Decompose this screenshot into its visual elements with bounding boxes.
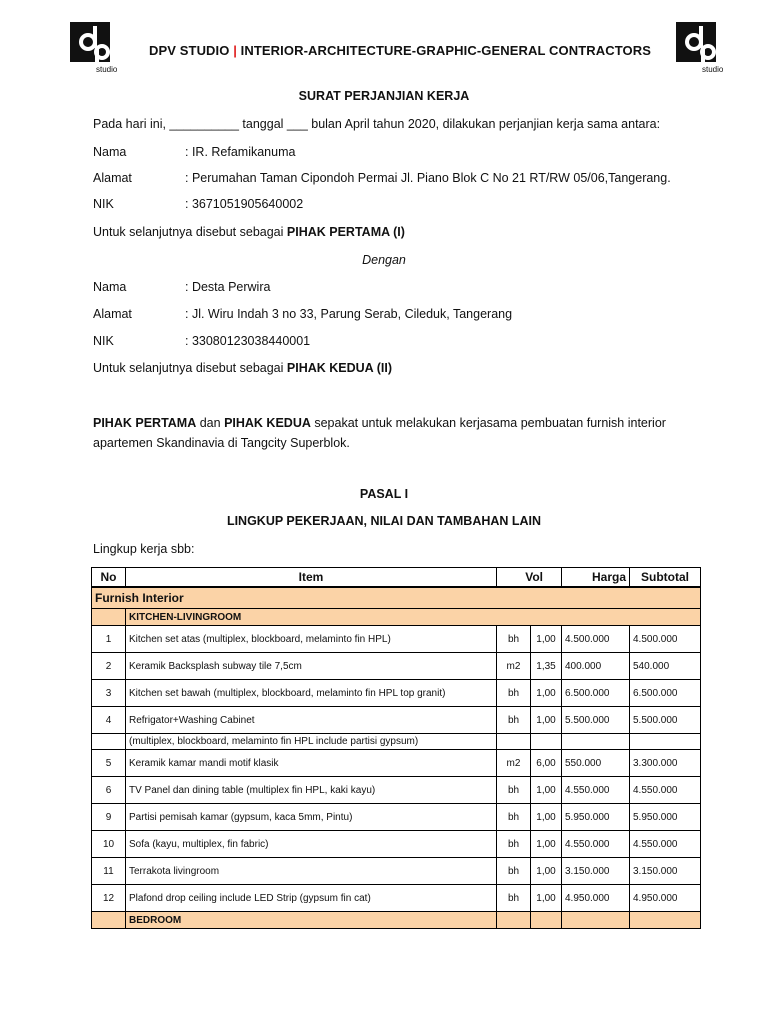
cell-subtotal: 3.150.000 [630,858,701,885]
studio-name: DPV STUDIO [149,43,230,58]
cell-item: Kitchen set atas (multiplex, blockboard, melaminto fin HPL) [126,626,497,653]
table-row [92,858,701,885]
section-title-kitchen: KITCHEN-LIVINGROOM [126,609,701,626]
cell-no: 1 [92,626,126,653]
party2-address-label: Alamat [93,307,132,321]
cell-vol: 1,00 [531,831,562,858]
cell-vol: 1,00 [531,885,562,912]
cell-vol: 1,35 [531,653,562,680]
party2-nik-row [93,334,310,348]
cell-item: Terrakota livingroom [126,858,497,885]
section-row-kitchen [92,609,701,626]
cell-unit: bh [497,885,531,912]
table-header-row [92,568,701,588]
table-row [92,707,701,734]
party2-name-row [93,280,270,294]
cell-vol: 1,00 [531,626,562,653]
cell-item: Kitchen set bawah (multiplex, blockboard, melaminto fin HPL top granit) [126,680,497,707]
table-row [92,680,701,707]
cell-item: Partisi pemisah kamar (gypsum, kaca 5mm, Pintu) [126,804,497,831]
cell-item: Sofa (kayu, multiplex, fin fabric) [126,831,497,858]
logo-caption: studio [702,65,724,74]
cell-unit: bh [497,777,531,804]
cell-harga: 400.000 [562,653,630,680]
cell-item: (multiplex, blockboard, melaminto fin HPL include partisi gypsum) [126,734,497,750]
scope-label: Lingkup kerja sbb: [93,542,195,556]
cell-no: 2 [92,653,126,680]
agreement-text: sepakat untuk melakukan kerjasama pembuatan furnish interior apartemen Skandinavia di Tangcity Superblok. [93,416,666,450]
cell-unit [497,734,531,750]
cell-harga: 6.500.000 [562,680,630,707]
category-title: Furnish Interior [92,587,701,609]
cell-item: Keramik kamar mandi motif klasik [126,750,497,777]
party2-address-value: : Jl. Wiru Indah 3 no 33, Parung Serab, Cileduk, Tangerang [185,307,513,321]
header-vol: Vol [497,568,562,588]
header-no: No [92,568,126,588]
cell-vol: 1,00 [531,858,562,885]
party1-name-value: : IR. Refamikanuma [185,145,296,159]
logo-caption: studio [96,65,118,74]
cell-unit: m2 [497,750,531,777]
table-row [92,804,701,831]
cell-unit: bh [497,831,531,858]
table-row [92,734,701,750]
cell-harga: 4.950.000 [562,885,630,912]
cell-vol: 6,00 [531,750,562,777]
table-row [92,653,701,680]
party2-nik-value: : 33080123038440001 [185,334,311,348]
agreement-party1: PIHAK PERTAMA [93,416,197,430]
cell-vol: 1,00 [531,804,562,831]
header-harga: Harga [562,568,630,588]
cell-subtotal: 5.950.000 [630,804,701,831]
cell-harga: 3.150.000 [562,858,630,885]
cell-unit: bh [497,626,531,653]
work-items-table [91,567,701,929]
party1-address-label: Alamat [93,171,132,185]
header-item: Item [126,568,497,588]
party2-nik-label: NIK [93,334,114,348]
party2-address-row [93,307,512,321]
cell-item: Plafond drop ceiling include LED Strip (gypsum fin cat) [126,885,497,912]
document-title: SURAT PERJANJIAN KERJA [298,89,470,103]
table-row [92,777,701,804]
category-row [92,587,701,609]
cell-harga: 5.950.000 [562,804,630,831]
cell-vol: 1,00 [531,707,562,734]
cell-no: 10 [92,831,126,858]
cell-vol: 1,00 [531,680,562,707]
party1-nik-row [93,197,303,211]
cell-harga: 5.500.000 [562,707,630,734]
party1-nik-value: : 3671051905640002 [185,197,304,211]
cell-no: 12 [92,885,126,912]
table-row [92,750,701,777]
cell-vol: 1,00 [531,777,562,804]
cell-subtotal: 4.500.000 [630,626,701,653]
party1-nik-label: NIK [93,197,114,211]
party1-name-row [93,145,295,159]
agreement-paragraph [93,413,673,453]
cell-harga: 4.500.000 [562,626,630,653]
cell-item: Refrigator+Washing Cabinet [126,707,497,734]
cell-subtotal: 4.550.000 [630,831,701,858]
party2-reference [93,361,392,375]
cell-subtotal [630,734,701,750]
cell-no: 3 [92,680,126,707]
party1-ref-name: PIHAK PERTAMA (I) [286,225,405,239]
cell-subtotal: 3.300.000 [630,750,701,777]
cell-subtotal: 4.550.000 [630,777,701,804]
studio-logo-left [70,22,122,74]
cell-no: 4 [92,707,126,734]
section-title-bedroom: BEDROOM [126,912,497,929]
cell-harga [562,734,630,750]
cell-subtotal: 540.000 [630,653,701,680]
agreement-and: dan [196,416,225,430]
pasal-heading: LINGKUP PEKERJAAN, NILAI DAN TAMBAHAN LAIN [226,514,542,528]
party1-ref-prefix: Untuk selanjutnya disebut sebagai [93,225,287,239]
table-row [92,626,701,653]
cell-no [92,734,126,750]
agreement-party2: PIHAK KEDUA [224,416,311,430]
party1-address-row [93,171,671,185]
cell-harga: 4.550.000 [562,777,630,804]
cell-harga: 550.000 [562,750,630,777]
table-row [92,831,701,858]
cell-unit: bh [497,680,531,707]
cell-unit: m2 [497,653,531,680]
party1-name-label: Nama [93,145,127,159]
header-separator: | [233,43,237,58]
cell-no: 9 [92,804,126,831]
party2-ref-prefix: Untuk selanjutnya disebut sebagai [93,361,287,375]
cell-item: Keramik Backsplash subway tile 7,5cm [126,653,497,680]
table-row [92,885,701,912]
studio-tagline: INTERIOR-ARCHITECTURE-GRAPHIC-GENERAL CONTRACTORS [240,43,651,58]
cell-unit: bh [497,707,531,734]
cell-no: 11 [92,858,126,885]
cell-no: 5 [92,750,126,777]
cell-unit: bh [497,804,531,831]
section-row-bedroom [92,912,701,929]
cell-harga: 4.550.000 [562,831,630,858]
party1-reference [93,225,405,239]
party2-ref-name: PIHAK KEDUA (II) [286,361,392,375]
party2-name-label: Nama [93,280,127,294]
cell-no: 6 [92,777,126,804]
cell-unit: bh [497,858,531,885]
party1-address-value: : Perumahan Taman Cipondoh Permai Jl. Piano Blok C No 21 RT/RW 05/06,Tangerang. [185,171,671,185]
studio-logo-right [676,22,728,74]
cell-item: TV Panel dan dining table (multiplex fin HPL, kaki kayu) [126,777,497,804]
pasal-number: PASAL I [359,487,409,501]
cell-vol [531,734,562,750]
cell-subtotal: 4.950.000 [630,885,701,912]
header-subtotal: Subtotal [630,568,701,588]
cell-subtotal: 6.500.000 [630,680,701,707]
connector-text: Dengan [362,253,406,267]
letterhead [130,43,670,58]
intro-text: Pada hari ini, __________ tanggal ___ bulan April tahun 2020, dilakukan perjanjian kerja sama antara: [93,117,661,131]
cell-subtotal: 5.500.000 [630,707,701,734]
party2-name-value: : Desta Perwira [185,280,271,294]
